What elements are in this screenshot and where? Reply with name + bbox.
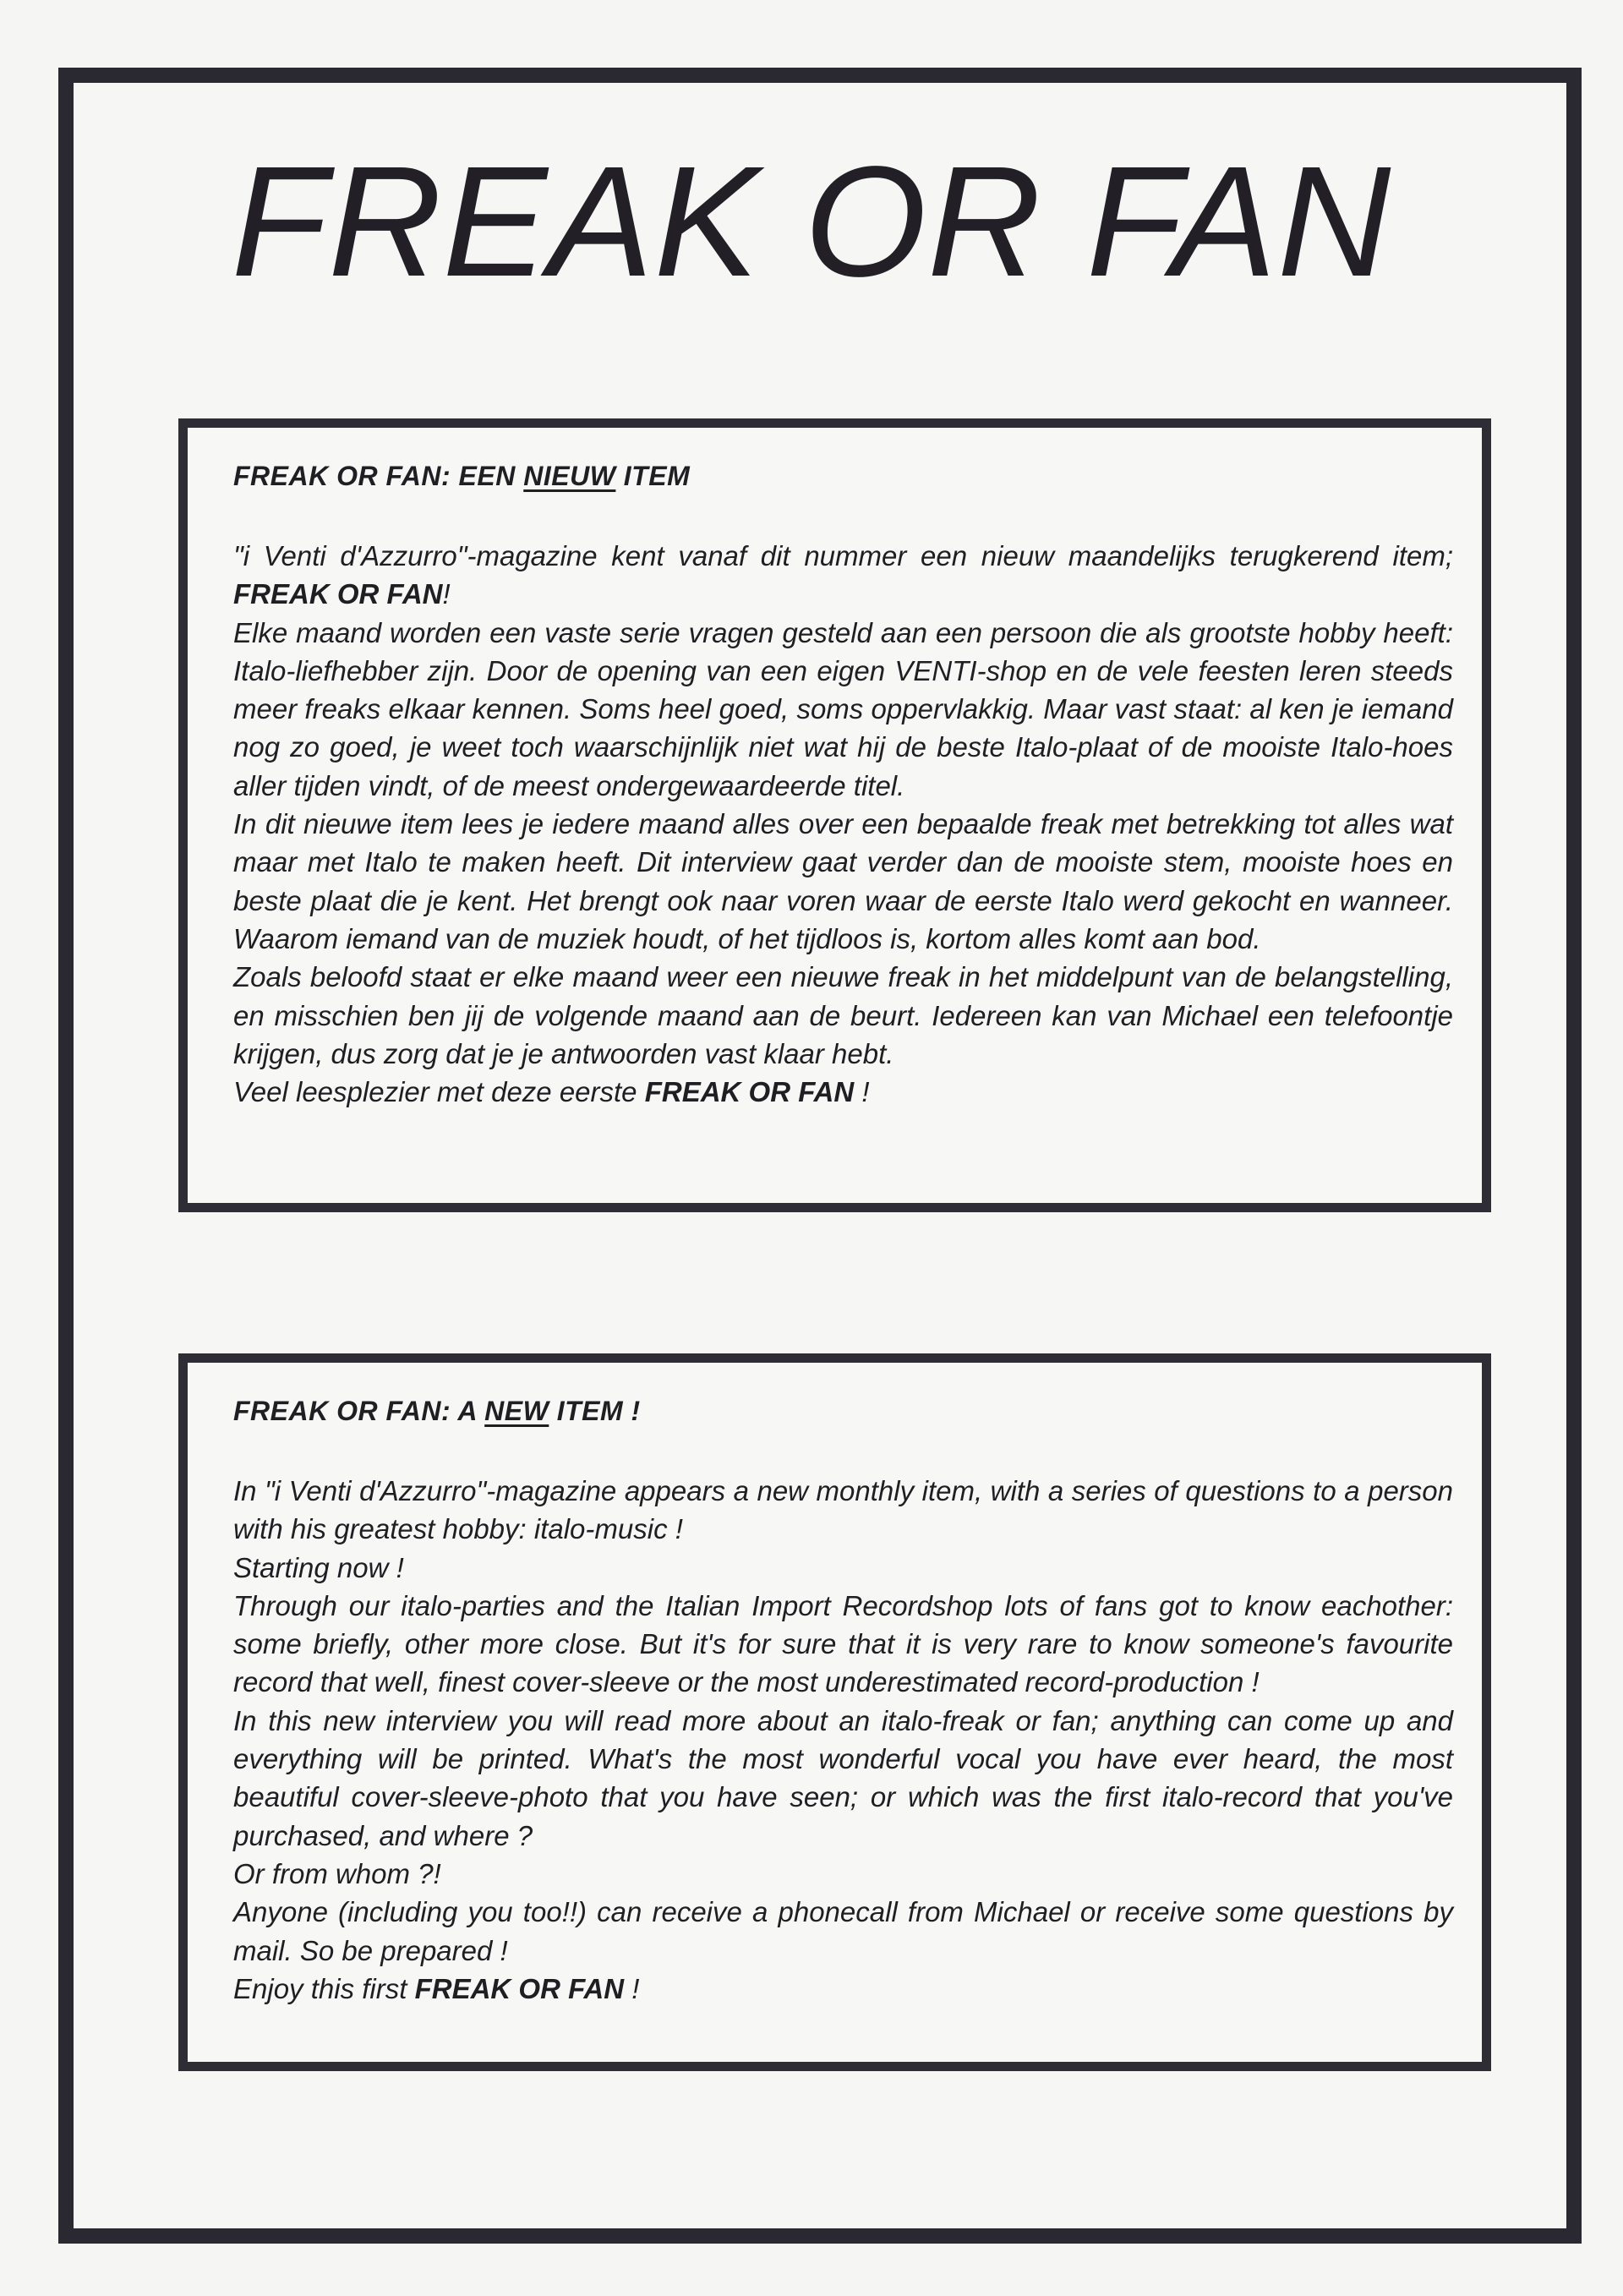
dutch-paragraph-5 (233, 1073, 1453, 1111)
dutch-p1-end: ! (442, 578, 451, 610)
english-p7-text: Enjoy this first (233, 1972, 415, 2004)
english-heading-post: ITEM ! (549, 1396, 641, 1426)
dutch-article-box (178, 418, 1491, 1212)
english-paragraph-5: Or from whom ?! (233, 1857, 441, 1889)
dutch-paragraph-4: Zoals beloofd staat er elke maand weer een nieuwe freak in het middelpunt van de belangstelling, en misschien ben jij de volgende maand aan de beurt. Iedereen kan van Michael een telefoontje krijgen, dus zorg dat je je antwoorden vast klaar hebt. (233, 961, 1453, 1069)
english-paragraph-1: In "i Venti d'Azzurro"-magazine appears a new monthly item, with a series of questions to a person with his greatest hobby: italo-music ! (233, 1475, 1453, 1545)
english-paragraph-3: Through our italo-parties and the Italian Import Recordshop lots of fans got to know eachother: some briefly, other more close. But it's for sure that it is very rare to know someone's favourite record that well, finest cover-sleeve or the most underestimated record-production ! (233, 1589, 1453, 1698)
english-p7-end: ! (624, 1972, 640, 2004)
dutch-article-body (233, 537, 1453, 1111)
dutch-p5-bold: FREAK OR FAN (644, 1076, 855, 1108)
english-article-heading (233, 1397, 1453, 1424)
english-heading-underlined: NEW (484, 1396, 549, 1426)
dutch-p1-text: "i Venti d'Azzurro"-magazine kent vanaf dit nummer een nieuw maandelijks terugkerend item; (233, 540, 1453, 571)
page-title: FREAK OR FAN (231, 134, 1392, 309)
english-paragraph-7 (233, 1970, 1453, 2008)
english-paragraph-2: Starting now ! (233, 1551, 404, 1583)
dutch-p1-bold: FREAK OR FAN (233, 578, 443, 610)
dutch-heading-underlined: NIEUW (523, 461, 616, 491)
dutch-paragraph-1 (233, 537, 1453, 614)
english-article-box (178, 1353, 1491, 2071)
dutch-paragraph-2: Elke maand worden een vaste serie vragen gesteld aan een persoon die als grootste hobby heeft: Italo-liefhebber zijn. Door de opening van een eigen VENTI-shop en de vele feesten leren steeds meer freaks elkaar kennen. Soms heel goed, soms oppervlakkig. Maar vast staat: al ken je iemand nog zo goed, je weet toch waarschijnlijk niet wat hij de beste Italo-plaat of de mooiste Italo-hoes aller tijden vindt, of de meest ondergewaardeerde titel. (233, 616, 1453, 801)
dutch-p5-end: ! (854, 1076, 870, 1108)
dutch-article-heading (233, 462, 1453, 489)
english-p7-bold: FREAK OR FAN (414, 1972, 625, 2004)
dutch-paragraph-3: In dit nieuwe item lees je iedere maand alles over een bepaalde freak met betrekking tot alles wat maar met Italo te maken heeft. Dit interview gaat verder dan de mooiste stem, mooiste hoes en beste plaat die je kent. Het brengt ook naar voren waar de eerste Italo werd gekocht en wanneer. Waarom iemand van de muziek houdt, of het tijdloos is, kortom alles komt aan bod. (233, 808, 1453, 954)
english-paragraph-6: Anyone (including you too!!) can receive a phonecall from Michael or receive some questions by mail. So be prepared ! (233, 1896, 1453, 1966)
english-paragraph-4: In this new interview you will read more about an italo-freak or fan; anything can come up and everything will be printed. What's the most wonderful vocal you have ever heard, the most beautiful cover-sleeve-photo that you have seen; or which was the first italo-record that you've purchased, and where ? (233, 1704, 1453, 1851)
english-heading-pre: FREAK OR FAN: A (233, 1396, 485, 1426)
dutch-heading-post: ITEM (615, 461, 691, 491)
dutch-p5-text: Veel leesplezier met deze eerste (233, 1076, 645, 1108)
dutch-heading-pre: FREAK OR FAN: EEN (233, 461, 524, 491)
english-article-body (233, 1472, 1453, 2008)
